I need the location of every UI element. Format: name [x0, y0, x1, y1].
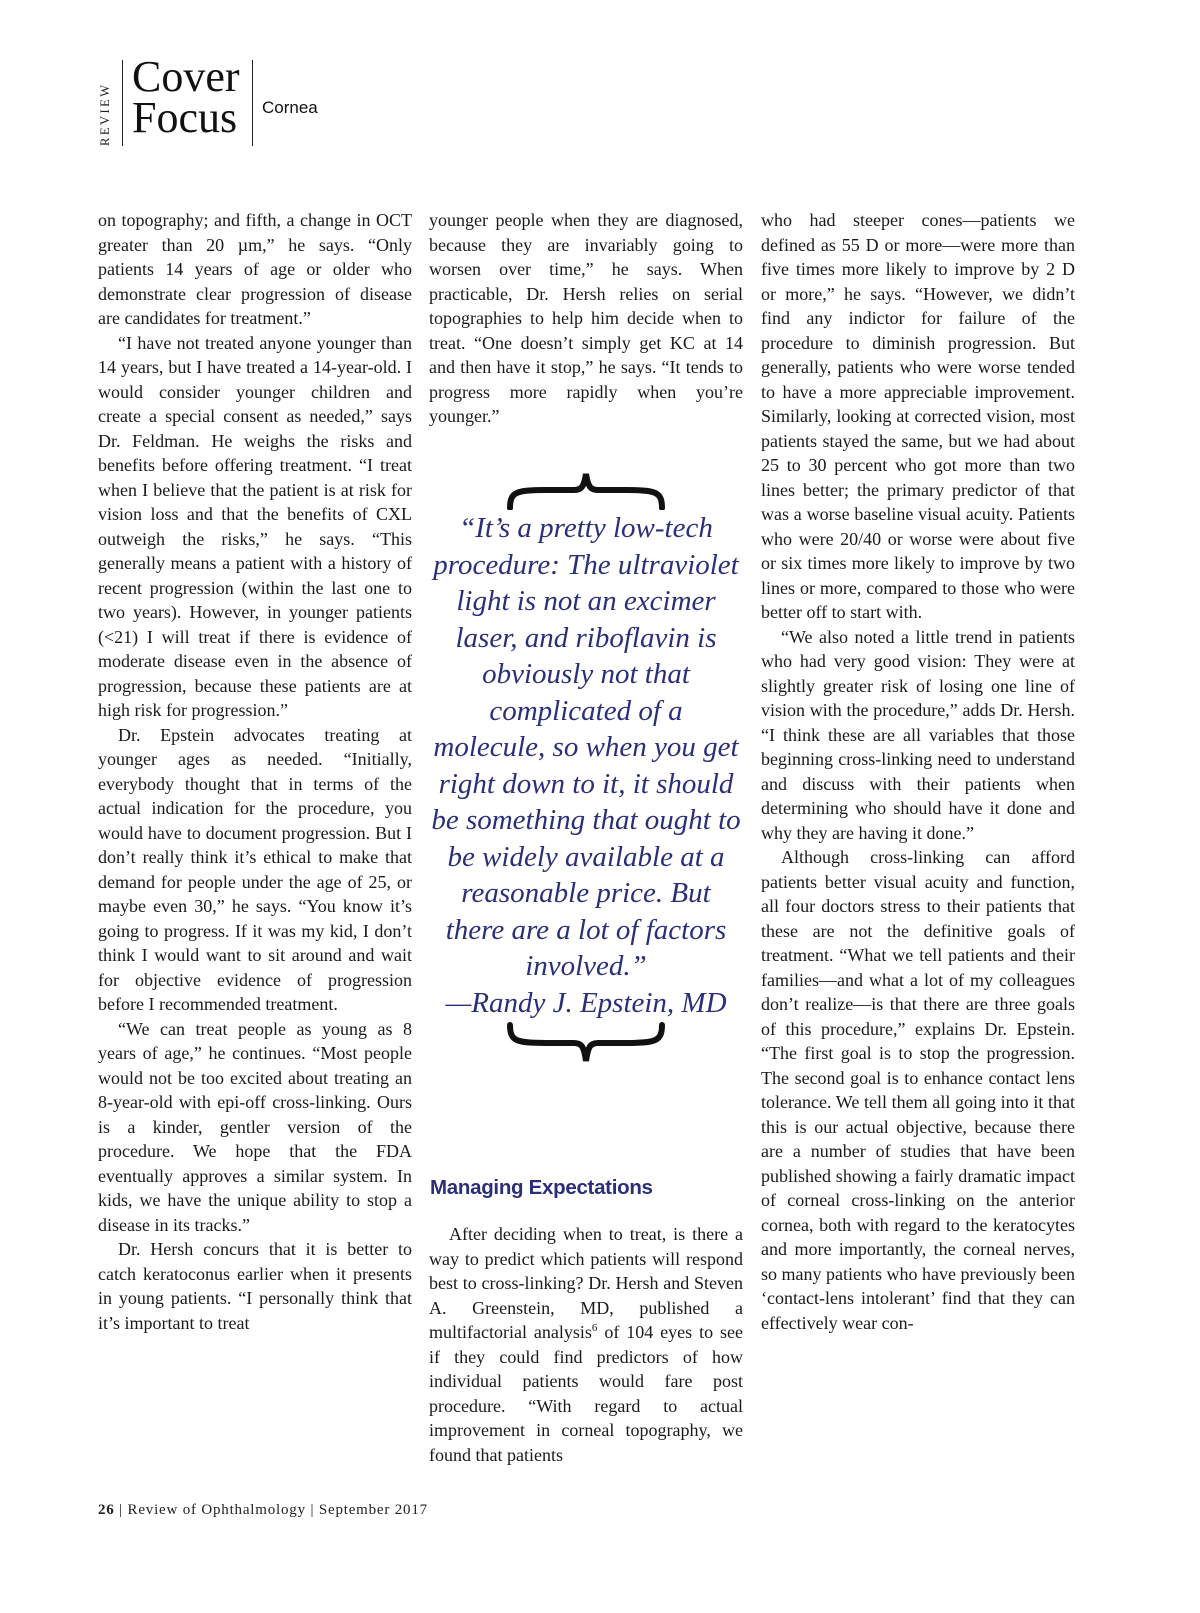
issue-date: September 2017 [318, 1502, 428, 1518]
paragraph-text: After deciding when to treat, is there a way to predict which patients will respond best to cross-linking? Dr. Hersh and Steven A. Greenstein, MD, published a multifactorial analysis [429, 1224, 743, 1342]
review-label: REVIEW [98, 82, 112, 146]
page-footer [98, 1502, 428, 1519]
paragraph: “We also noted a little trend in patients who had very good vision: They were at slightly greater risk of losing one line of vision with the procedure,” adds Dr. Hersh. “I think these are all variables that those beginning cross-linking need to understand and discuss with their patients when determining who should have it done and why they are having it done.” [761, 626, 1075, 843]
footer-separator: | [119, 1502, 128, 1518]
page-number: 26 [98, 1502, 115, 1518]
pull-quote [430, 470, 742, 1065]
publication-name: Review of Ophthalmology [127, 1502, 306, 1518]
section-name: Cornea [262, 98, 318, 117]
brace-top-icon [506, 470, 666, 510]
header-divider [122, 60, 123, 146]
reference-number: 6 [591, 1322, 598, 1334]
column-3 [761, 208, 1075, 1335]
paragraph: on topography; and fifth, a change in OCT greater than 20 µm,” he says. “Only patients 14 years of age or older who demonstrate clear progression of disease are candidates for treatment.” [98, 210, 412, 328]
paragraph: Although cross-linking can afford patients better visual acuity and function, all four doctors stress to their patients that these are not the definitive goals of treatment. “What we tell patients and their families—and what a lot of my colleagues don’t realize—is that there are three goals of this procedure,” explains Dr. Epstein. “The first goal is to stop the progression. The second goal is to enhance contact lens tolerance. We tell them all going into it that this is our actual objective, because there are a number of studies that have been published showing a fairly dramatic impact of corneal cross-linking on the anterior cornea, both with regard to the keratocytes and more importantly, the corneal nerves, so many patients who have previously been ‘contact-lens intolerant’ find that they can effectively wear con- [761, 847, 1075, 1333]
column-2-lower [429, 1222, 743, 1467]
pull-quote-attribution: —Randy J. Epstein, MD [445, 986, 727, 1019]
paragraph: Dr. Hersh concurs that it is better to catch keratoconus earlier when it presents in young patients. “I personally think that it’s important to treat [98, 1239, 412, 1333]
paragraph: “We can treat people as young as 8 years of age,” he continues. “Most people would not be too excited about treating an 8-year-old with epi-off cross-linking. Ours is a kinder, gentler version of the procedure. We hope that the FDA eventually approves a similar system. In kids, we have the unique ability to stop a disease in its tracks.” [98, 1018, 412, 1235]
page-header [98, 52, 498, 148]
brace-bottom-icon [506, 1021, 666, 1065]
section-subhead: Managing Expectations [430, 1176, 653, 1199]
paragraph: who had steeper cones—patients we defined as 55 D or more—were more than five times more likely to improve by 2 D or more,” he says. “However, we didn’t find any indictor for failure of the procedure to diminish progression. But generally, patients who were worse tended to have a more appreciable improvement. Similarly, looking at corrected vision, most patients stayed the same, but we had about 25 to 30 percent who got more than two lines better; the primary predictor of that was a worse baseline visual acuity. Patients who were 20/40 or worse were about five or six times more likely to improve by two lines or more, compared to those who were better off to start with. [761, 210, 1075, 622]
paragraph: younger people when they are diagnosed, because they are invariably going to worsen over time,” he says. When practicable, Dr. Hersh relies on serial topographies to help him decide when to treat. “One doesn’t simply get KC at 14 and then have it stop,” he says. “It tends to progress more rapidly when you’re younger.” [429, 210, 743, 426]
paragraph [429, 1222, 743, 1467]
cover-word: Cover [132, 52, 240, 101]
focus-word: Focus [132, 93, 238, 142]
footer-separator: | [310, 1502, 319, 1518]
pull-quote-text: “It’s a pretty low-tech procedure: The ultraviolet light is not an excimer laser, and riboflavin is obviously not that complicated of a molecule, so when you get right down to it, it should be something that ought to be widely available at a reasonable price. But there are a lot of factors involved.” [431, 512, 741, 982]
paragraph: “I have not treated anyone younger than 14 years, but I have treated a 14-year-old. I would consider younger children and create a special consent as needed,” says Dr. Feldman. He weighs the risks and benefits before offering treatment. “I treat when I believe that the patient is at risk for vision loss and that the benefits of CXL outweigh the risks,” he says. “This generally means a patient with a history of recent progression (within the last one to two years). However, in younger patients (<21) I will treat if there is evidence of moderate disease even in the absence of progression, because these patients are at high risk for progression.” [98, 332, 412, 720]
cover-focus-title [132, 52, 240, 142]
paragraph: Dr. Epstein advocates treating at younger ages as needed. “Initially, everybody thought that in terms of the actual indication for the procedure, you would have to document progression. But I don’t really think it’s ethical to make that demand for people under the age of 25, or maybe even 30,” he says. “You know it’s going to progress. If it was my kid, I don’t think I would want to sit around and wait for objective evidence of progression before I recommended treatment. [98, 724, 412, 1014]
paragraph-text: of 104 eyes to see if they could find predictors of how individual patients would fare post procedure. “With regard to actual improvement in corneal topography, we found that patients [429, 1322, 744, 1465]
column-2 [429, 208, 743, 429]
column-1 [98, 208, 412, 1335]
header-divider [252, 60, 253, 146]
